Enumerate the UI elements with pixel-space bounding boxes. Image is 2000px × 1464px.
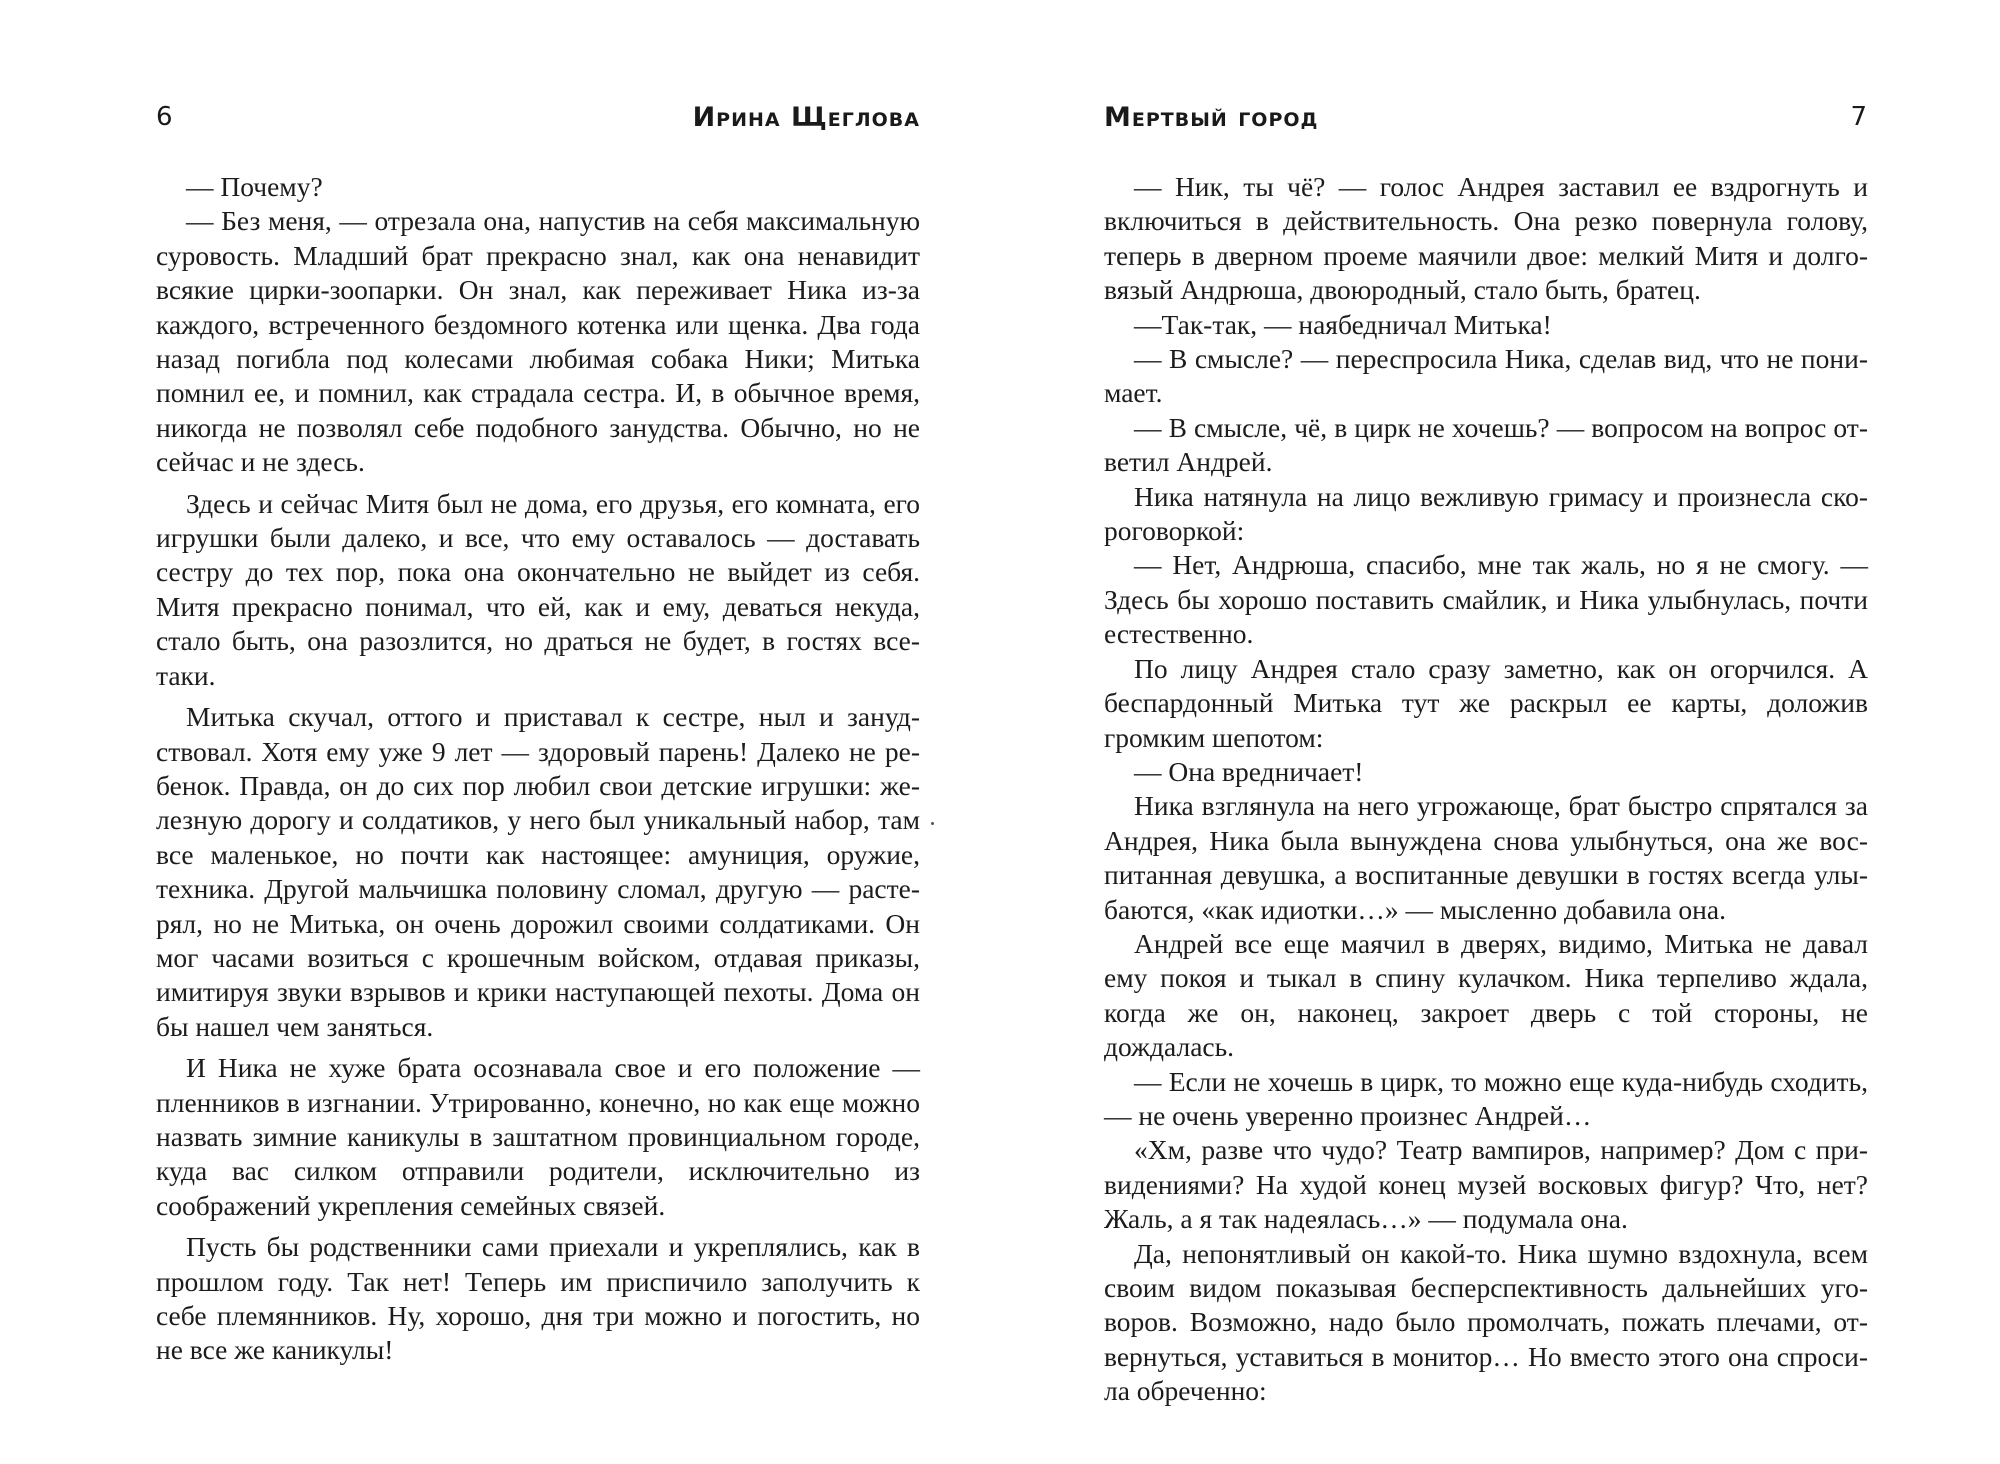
- paragraph: Митька скучал, оттого и приставал к сестре, ныл и занудствовал. Хотя ему уже 9 лет — здоровый парень! Далеко не ребенок. Правда, он до сих пор любил свои детские игрушки: железную дорогу и солдатиков, у него был уникальный набор, там все маленькое, но почти как настоящее: амуниция, оружие, техника. Другой мальчишка половину сломал, другую — растерял, но не Митька, он очень дорожил своими солдатиками. Он мог часами возиться с крошечным войском, отдавая приказы, имитируя звуки взрывов и крики наступающей пехоты. Дома он бы нашел чем заняться.: [156, 701, 920, 1042]
- paragraph: — Нет, Андрюша, спасибо, мне так жаль, но я не смогу. — Здесь бы хорошо поставить смайлик, и Ника улыбнулась, почти естественно.: [1104, 549, 1868, 650]
- left-page-body: [156, 170, 920, 1368]
- paragraph: — Если не хочешь в цирк, то можно еще куда-нибудь сходить, — не очень уверенно произнес Андрей…: [1104, 1065, 1868, 1131]
- right-page-body: [1104, 170, 1868, 1409]
- paragraph: — Она вредничает!: [1134, 755, 1364, 787]
- right-running-title-book: Мертвый город: [1104, 102, 1319, 133]
- left-page-number: 6: [156, 102, 174, 132]
- paragraph: Ника взглянула на него угрожающе, брат быстро спрятался за Андрея, Ника была вынуждена снова улыбнуться, она же воспитанная девушка, а воспитанные девушки в гостях всегда улыбаются, «как идиотки…» — мысленно добавила она.: [1104, 790, 1868, 925]
- right-page-header: [1104, 102, 1868, 142]
- paragraph: — В смысле? — переспросила Ника, сделав вид, что не понимает.: [1104, 343, 1868, 409]
- left-running-title-author: Ирина Щеглова: [692, 102, 920, 133]
- paragraph: И Ника не хуже брата осознавала свое и его положение — пленников в изгнании. Утрированно, конечно, но как еще можно назвать зимние каникулы в заштатном провинциальном городе, куда вас силком отправили родители, исключительно из соображений укрепления семейных связей.: [156, 1052, 920, 1221]
- paragraph: Ника натянула на лицо вежливую гримасу и произнесла скороговоркой:: [1104, 480, 1868, 547]
- paragraph: Да, непонятливый он какой-то. Ника шумно вздохнула, всем своим видом показывая бесперспективность дальнейших уговоров. Возможно, надо было промолчать, пожать плечами, отвернуться, уставиться в монитор… Но вместо этого она спросила обреченно:: [1104, 1237, 1868, 1407]
- paragraph: Здесь и сейчас Митя был не дома, его друзья, его комната, его игрушки были далеко, и все, что ему оставалось — доставать сестру до тех пор, пока она окончательно не выйдет из себя. Митя прекрасно понимал, что ей, как и ему, деваться некуда, стало быть, она разозлится, но драться не будет, в гостях все-таки.: [156, 487, 920, 691]
- paragraph: — В смысле, чё, в цирк не хочешь? — вопросом на вопрос ответил Андрей.: [1104, 411, 1868, 478]
- paragraph: — Ник, ты чё? — голос Андрея заставил ее вздрогнуть и включиться в действительность. Она резко повернула голову, теперь в дверном проеме маячили двое: мелкий Митя и долговязый Андрюша, двоюродный, стало быть, братец.: [1104, 171, 1868, 306]
- paragraph: По лицу Андрея стало сразу заметно, как он огорчился. А беспардонный Митька тут же раскрыл ее карты, доложив громким шепотом:: [1104, 652, 1868, 753]
- right-page: [1000, 0, 2000, 1464]
- paragraph: Пусть бы родственники сами приехали и укреплялись, как в прошлом году. Так нет! Теперь им приспичило заполучить к себе племянников. Ну, хорошо, дня три можно и погостить, но не все же каникулы!: [156, 1231, 920, 1366]
- paragraph: — Почему?: [186, 171, 323, 202]
- paragraph: — Без меня, — отрезала она, напустив на себя максимальную суровость. Младший брат прекрасно знал, как она ненавидит всякие цирки-зоопарки. Он знал, как переживает Ника из-за каждого, встреченного бездомного котенка или щенка. Два года назад погибла под колесами любимая собака Ники; Митька помнил ее, и помнил, как страдала сестра. И, в обычное время, никогда не позволял себе подобного занудства. Обычно, но не сейчас и не здесь.: [156, 205, 920, 478]
- right-page-number: 7: [1850, 102, 1868, 132]
- print-speck: [931, 822, 934, 825]
- paragraph: Андрей все еще маячил в дверях, видимо, Митька не давал ему покоя и тыкал в спину кулачком. Ника терпеливо ждала, когда же он, наконец, закроет дверь с той стороны, не дождалась.: [1104, 927, 1868, 1063]
- paragraph: —Так-так, — наябедничал Митька!: [1134, 308, 1552, 340]
- paragraph: «Хм, разве что чудо? Театр вампиров, например? Дом с привидениями? На худой конец музей восковых фигур? Что, нет? Жаль, а я так надеялась…» — подумала она.: [1104, 1134, 1868, 1235]
- left-page-header: [156, 102, 920, 142]
